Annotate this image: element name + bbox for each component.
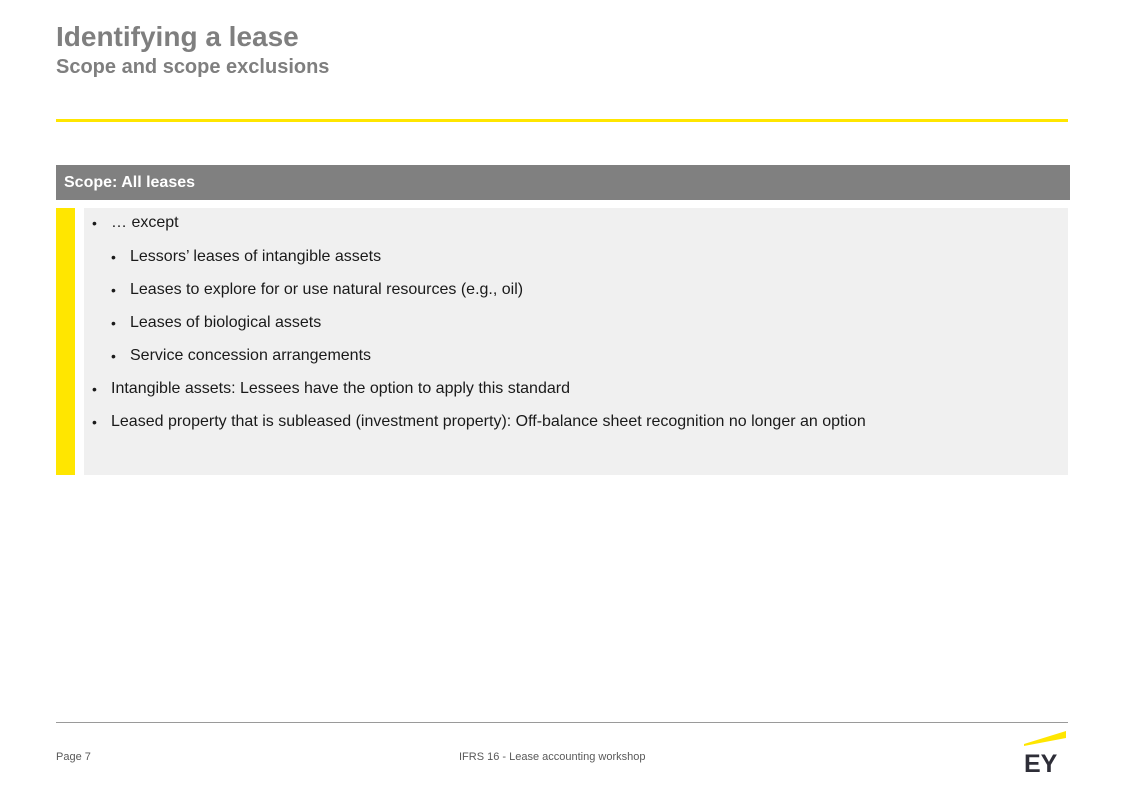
bullet-item [92,379,570,399]
bullet-text: Lessors’ leases of intangible assets [130,248,382,265]
bullet-text: Leased property that is subleased (investment property): Off-balance sheet recognition no longer an option [111,413,866,430]
sub-bullet-item [111,280,524,300]
logo-text: EY [1024,750,1058,774]
bullet-item [92,412,866,432]
ey-logo-icon [1024,728,1068,774]
scope-box-header: Scope: All leases [56,165,1070,200]
footer-divider [56,722,1068,723]
sub-bullet-item [111,247,382,267]
bullet-text: … except [111,214,179,231]
bullet-dot-icon: • [111,315,116,331]
bullet-dot-icon: • [92,414,97,430]
bullet-dot-icon: • [111,249,116,265]
slide-subtitle: Scope and scope exclusions [56,56,330,78]
bullet-item [92,213,179,233]
slide-title: Identifying a lease [56,21,299,52]
bullet-dot-icon: • [111,348,116,364]
accent-bar [56,208,75,475]
bullet-dot-icon: • [92,215,97,231]
bullet-text: Leases of biological assets [130,314,322,331]
page-number: Page 7 [56,751,91,763]
bullet-text: Leases to explore for or use natural resources (e.g., oil) [130,281,524,298]
footer-title: IFRS 16 - Lease accounting workshop [459,751,646,763]
bullet-dot-icon: • [92,381,97,397]
sub-bullet-item [111,346,372,366]
sub-bullet-item [111,313,322,333]
title-underline [56,119,1068,122]
bullet-dot-icon: • [111,282,116,298]
bullet-text: Service concession arrangements [130,347,372,364]
bullet-text: Intangible assets: Lessees have the option to apply this standard [111,380,570,397]
